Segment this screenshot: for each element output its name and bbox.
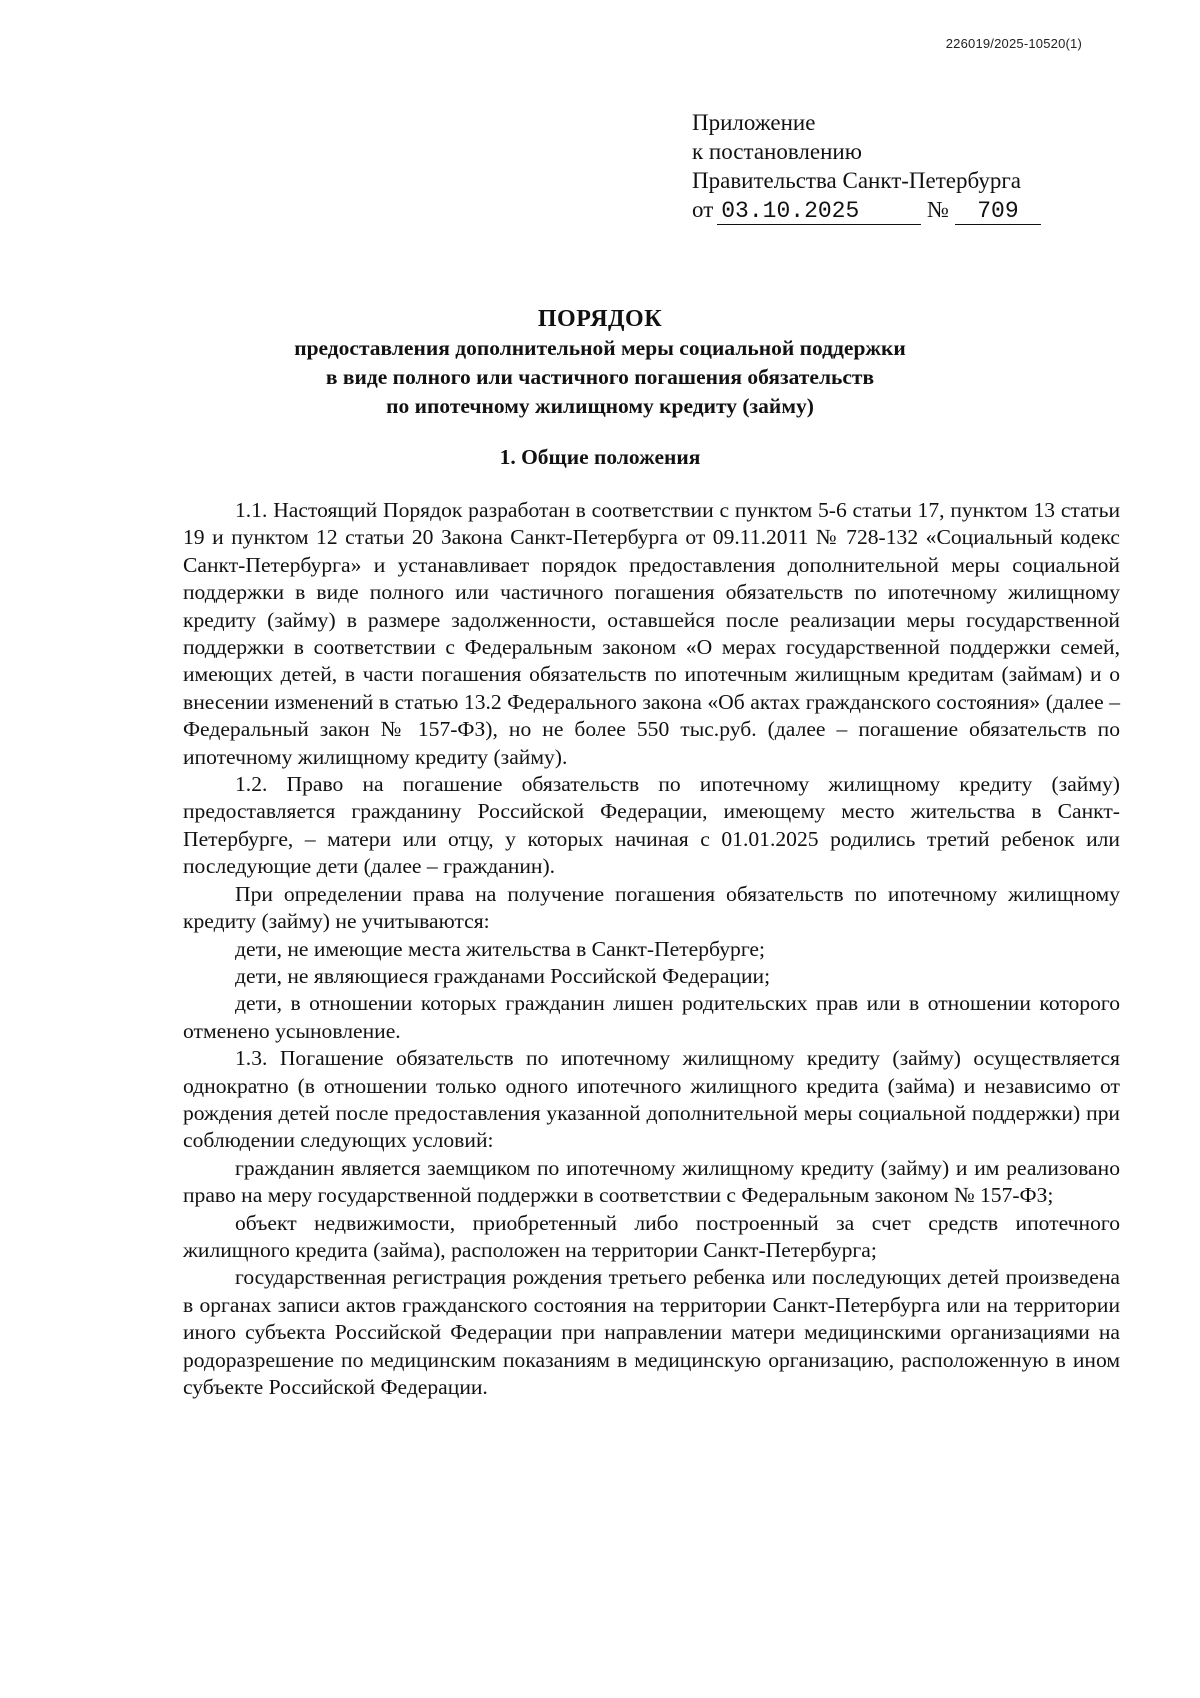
document-id: 226019/2025-10520(1)	[945, 36, 1082, 51]
date-prefix: от	[692, 197, 714, 222]
paragraph-condition-2: объект недвижимости, приобретенный либо построенный за счет средств ипотечного жилищного кредита (займа), расположен на территории Санкт-Петербурга;	[183, 1210, 1120, 1262]
resolution-date: 03.10.2025	[717, 198, 921, 225]
paragraph-exclusion-3: дети, в отношении которых гражданин лишен родительских прав или в отношении которого отменено усыновление.	[183, 991, 1120, 1043]
paragraph-1-1: 1.1. Настоящий Порядок разработан в соответствии с пунктом 5-6 статьи 17, пунктом 13 статьи 19 и пунктом 12 статьи 20 Закона Санкт-Петербурга от 09.11.2011 № 728-132 «Социальный кодекс Санкт-Петербурга» и устанавливает порядок предоставления дополнительной меры социальной поддержки в виде полного или частичного погашения обязательств по ипотечному жилищному кредиту (займу) в размере задолженности, оставшейся после реализации меры государственной поддержки в соответствии с Федеральным законом «О мерах государственной поддержки семей, имеющих детей, в части погашения обязательств по ипотечным жилищным кредитам (займам) и о внесении изменений в статью 13.2 Федерального закона «Об актах гражданского состояния» (далее – Федеральный закон № 157-ФЗ), но не более 550 тыс.руб. (далее – погашение обязательств по ипотечному жилищному кредиту (займу).	[183, 498, 1120, 769]
paragraph-exclusions-intro: При определении права на получение погашения обязательств по ипотечному жилищному кредиту (займу) не учитываются:	[183, 881, 1120, 934]
paragraph-exclusion-1: дети, не имеющие места жительства в Санкт-Петербурге;	[235, 936, 765, 961]
annex-date-line	[692, 195, 1041, 225]
section-body	[183, 497, 1120, 1401]
document-title	[0, 304, 1200, 421]
paragraph-condition-3: государственная регистрация рождения третьего ребенка или последующих детей произведена в органах записи актов гражданского состояния на территории Санкт-Петербурга или на территории иного субъекта Российской Федерации при направлении матери медицинскими организациями на родоразрешение по медицинским показаниям в медицинскую организацию, расположенную в ином субъекте Российской Федерации.	[183, 1265, 1120, 1399]
title-main: ПОРЯДОК	[537, 306, 663, 332]
annex-block	[692, 108, 1041, 225]
paragraph-exclusion-2: дети, не являющиеся гражданами Российской Федерации;	[235, 963, 771, 988]
annex-line-3: Правительства Санкт-Петербурга	[692, 168, 1021, 193]
paragraph-condition-1: гражданин является заемщиком по ипотечному жилищному кредиту (займу) и им реализовано право на меру государственной поддержки в соответствии с Федеральным законом № 157-ФЗ;	[183, 1155, 1120, 1208]
number-sign: №	[927, 197, 949, 222]
title-line-2: в виде полного или частичного погашения обязательств	[325, 365, 875, 389]
title-line-1: предоставления дополнительной меры социальной поддержки	[294, 336, 906, 360]
resolution-number: 709	[955, 198, 1041, 225]
annex-line-2: к постановлению	[692, 139, 862, 164]
section-heading: 1. Общие положения	[499, 445, 701, 469]
title-line-3: по ипотечному жилищному кредиту (займу)	[386, 394, 814, 418]
paragraph-1-2: 1.2. Право на погашение обязательств по ипотечному жилищному кредиту (займу) предоставляется гражданину Российской Федерации, имеющему место жительства в Санкт-Петербурге, – матери или отцу, у которых начиная с 01.01.2025 родились третий ребенок или последующие дети (далее – гражданин).	[183, 772, 1120, 879]
paragraph-1-3: 1.3. Погашение обязательств по ипотечному жилищному кредиту (займу) осуществляется однократно (в отношении только одного ипотечного жилищного кредита (займа) и независимо от рождения детей после предоставления указанной дополнительной меры социальной поддержки) при соблюдении следующих условий:	[183, 1046, 1120, 1153]
annex-line-1: Приложение	[692, 110, 816, 135]
